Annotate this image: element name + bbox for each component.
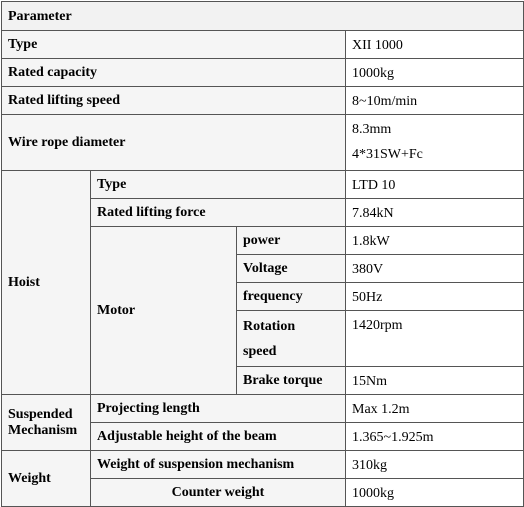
motor-frequency-value: 50Hz	[346, 283, 524, 311]
suspension-weight-value: 310kg	[346, 451, 524, 479]
motor-brake-torque-value: 15Nm	[346, 367, 524, 395]
rotation-speed-label-line2: speed	[243, 343, 277, 359]
type-value: XII 1000	[346, 31, 524, 59]
suspended-mechanism-label-line2: Mechanism	[8, 422, 78, 438]
suspension-weight-label: Weight of suspension mechanism	[91, 451, 346, 479]
motor-power-label: power	[237, 227, 346, 255]
rated-lifting-speed-label: Rated lifting speed	[2, 87, 346, 115]
rated-capacity-value: 1000kg	[346, 59, 524, 87]
rated-capacity-label: Rated capacity	[2, 59, 346, 87]
motor-label: Motor	[91, 227, 237, 395]
parameter-table	[1, 1, 524, 507]
projecting-length-label: Projecting length	[91, 395, 346, 423]
wire-rope-diameter-value-line1: 8.3mm	[352, 122, 392, 137]
motor-rotation-speed-value: 1420rpm	[346, 311, 524, 367]
motor-voltage-label: Voltage	[237, 255, 346, 283]
counter-weight-label: Counter weight	[91, 479, 346, 507]
suspended-mechanism-label	[2, 395, 91, 451]
suspended-mechanism-label-line1: Suspended	[8, 406, 73, 422]
rated-lifting-force-label: Rated lifting force	[91, 199, 346, 227]
rotation-speed-label-line1: Rotation	[243, 318, 296, 334]
hoist-type-label: Type	[91, 171, 346, 199]
motor-voltage-value: 380V	[346, 255, 524, 283]
projecting-length-value: Max 1.2m	[346, 395, 524, 423]
adjustable-height-label: Adjustable height of the beam	[91, 423, 346, 451]
hoist-label: Hoist	[2, 171, 91, 395]
table-title: Parameter	[2, 2, 524, 31]
motor-brake-torque-label: Brake torque	[237, 367, 346, 395]
hoist-type-value: LTD 10	[346, 171, 524, 199]
type-label: Type	[2, 31, 346, 59]
motor-frequency-label: frequency	[237, 283, 346, 311]
wire-rope-diameter-label: Wire rope diameter	[2, 115, 346, 171]
wire-rope-diameter-value	[346, 115, 524, 171]
motor-rotation-speed-label	[237, 311, 346, 367]
wire-rope-diameter-value-line2: 4*31SW+Fc	[352, 147, 423, 162]
rated-lifting-force-value: 7.84kN	[346, 199, 524, 227]
weight-label: Weight	[2, 451, 91, 507]
adjustable-height-value: 1.365~1.925m	[346, 423, 524, 451]
counter-weight-value: 1000kg	[346, 479, 524, 507]
motor-power-value: 1.8kW	[346, 227, 524, 255]
rated-lifting-speed-value: 8~10m/min	[346, 87, 524, 115]
